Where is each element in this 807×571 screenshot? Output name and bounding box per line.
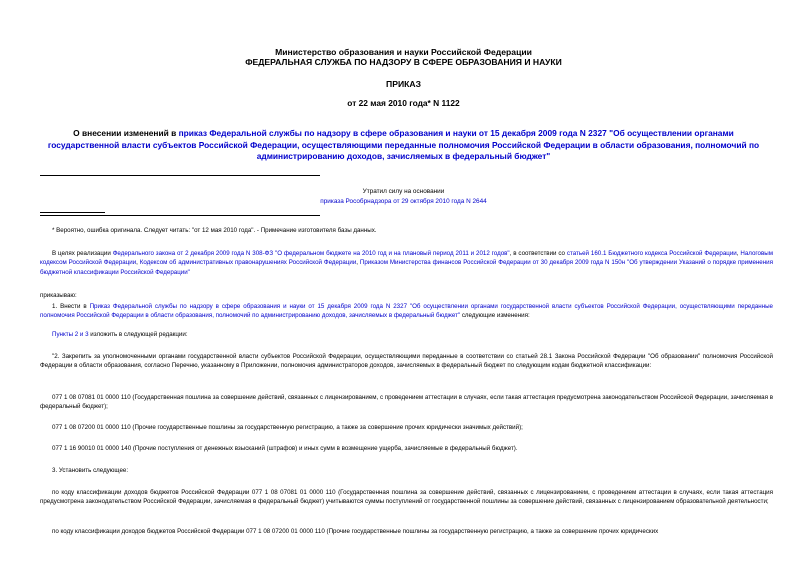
- order-word: приказываю:: [40, 292, 77, 299]
- preamble-paragraph: В целях реализации Федерального закона от 2 декабря 2009 года N 308-ФЗ "О федеральном бюджете на 2010 год и на плановый период 2011 и 2012 годов", в соответствии со статьей 160.1 Бюджетного кодекса Российской Федерации, Налоговым кодексом Российской Федерации, Кодексом об административных правонарушениях Российской Федерации, Приказом Министерства финансов Российской Федерации от 30 декабря 2009 года N 150н "Об утверждении Указаний о порядке применения бюджетной классификации Российской Федерации": [40, 250, 773, 276]
- divider: [40, 175, 320, 176]
- title-prefix: О внесении изменений в: [73, 128, 179, 138]
- service-name: ФЕДЕРАЛЬНАЯ СЛУЖБА ПО НАДЗОРУ В СФЕРЕ ОБРАЗОВАНИЯ И НАУКИ: [245, 57, 562, 67]
- points-paragraph: Пункты 2 и 3 изложить в следующей редакции:: [52, 331, 188, 338]
- footnote: * Вероятно, ошибка оригинала. Следует читать: "от 12 мая 2010 года". - Примечание изготовителя базы данных.: [52, 227, 377, 234]
- lost-force-text: Утратил силу на основании: [362, 188, 445, 195]
- ministry-name: Министерство образования и науки Российской Федерации: [275, 47, 532, 57]
- title-link[interactable]: приказ Федеральной службы по надзору в сфере образования и науки от 15 декабря 2009 года N 2327 "Об осуществлении органами государственной власти субъектов Российской Федерации, осуществляющими переданные полномочия Российской Федерации в области образования, полномочий по администрированию доходов, зачисляемых в федеральный бюджет": [47, 128, 760, 161]
- document-date: от 22 мая 2010 года* N 1122: [347, 98, 460, 108]
- tail-paragraph: по коду классификации доходов бюджетов Российской Федерации 077 1 08 07081 01 0000 110 (Государственная пошлина за совершение действий, связанных с лицензированием, с проведением аттестации в случаях, если такая аттестация предусмотрена законодательством Российской Федерации, зачисляемая в федеральный бюджет) учитываются суммы поступлений от государственной пошлины за совершение действий, связанных с лицензированием образовательной деятельности;: [40, 489, 773, 506]
- lost-force-note: [30, 187, 777, 207]
- tax-code-link[interactable]: Налоговым кодексом Российской Федерации: [40, 250, 773, 267]
- code-item: 077 1 08 07200 01 0000 110 (Прочие государственные пошлины за государственную регистрацию, а также за совершение прочих юридически значимых действий);: [52, 424, 523, 431]
- document-type: ПРИКАЗ: [386, 79, 421, 89]
- document-title: [40, 128, 767, 163]
- admin-code-link[interactable]: Кодексом об административных правонарушениях Российской Федерации: [139, 259, 357, 267]
- points-link[interactable]: Пункты 2 и 3: [52, 331, 89, 338]
- federal-law-link[interactable]: Федерального закона от 2 декабря 2009 года N 308-ФЗ "О федеральном бюджете на 2010 год и на плановый период 2011 и 2012 годов": [112, 250, 510, 257]
- item-1-paragraph: 1. Внести в Приказ Федеральной службы по надзору в сфере образования и науки от 15 декабря 2009 года N 2327 "Об осуществлении органами государственной власти субъектов Российской Федерации, осуществляющими переданные полномочия Российской Федерации в области образования, полномочий по администрированию доходов, зачисляемых в федеральный бюджет" следующие изменения:: [40, 303, 773, 320]
- amended-order-link[interactable]: Приказ Федеральной службы по надзору в сфере образования и науки от 15 декабря 2009 года N 2327 "Об осуществлении органами государственной власти субъектов Российской Федерации, осуществляющими переданные полномочия Российской Федерации в области образования, полномочий по администрированию доходов, зачисляемых в федеральный бюджет": [40, 303, 773, 320]
- divider: [40, 212, 105, 213]
- budget-code-link[interactable]: статьей 160.1 Бюджетного кодекса Российской Федерации: [566, 250, 737, 257]
- divider: [40, 215, 320, 216]
- code-item: 077 1 08 07081 01 0000 110 (Государственная пошлина за совершение действий, связанных с лицензированием, с проведением аттестации в случаях, если такая аттестация предусмотрена законодательством Российской Федерации, зачисляемая в федеральный бюджет);: [40, 394, 773, 411]
- tail-paragraph: по коду классификации доходов бюджетов Российской Федерации 077 1 08 07200 01 0000 110 (Прочие государственные пошлины за государственную регистрацию, а также за совершение прочих юридических: [52, 528, 659, 535]
- code-item: 077 1 16 90010 01 0000 140 (Прочие поступления от денежных взысканий (штрафов) и иных сумм в возмещение ущерба, зачисляемые в федеральный бюджет).: [52, 445, 518, 452]
- point-2-paragraph: "2. Закрепить за уполномоченными органами государственной власти субъектов Российской Федерации, осуществляющими переданные в соответствии со статьей 28.1 Закона Российской Федерации "Об образовании" полномочия Российской Федерации в области образования, согласно Перечню, указанному в Приложении, полномочия администраторов доходов, зачисляемых в федеральный бюджет по следующим кодам бюджетной классификации:: [40, 353, 773, 370]
- minfin-order-link[interactable]: Приказом Министерства финансов Российской Федерации от 30 декабря 2009 года N 150н "Об утверждении Указаний о порядке применения бюджетной классификации Российской Федерации": [40, 259, 773, 276]
- point-3-paragraph: 3. Установить следующее:: [52, 467, 129, 474]
- lost-force-link[interactable]: приказа Рособрнадзора от 29 октября 2010 года N 2644: [320, 198, 487, 205]
